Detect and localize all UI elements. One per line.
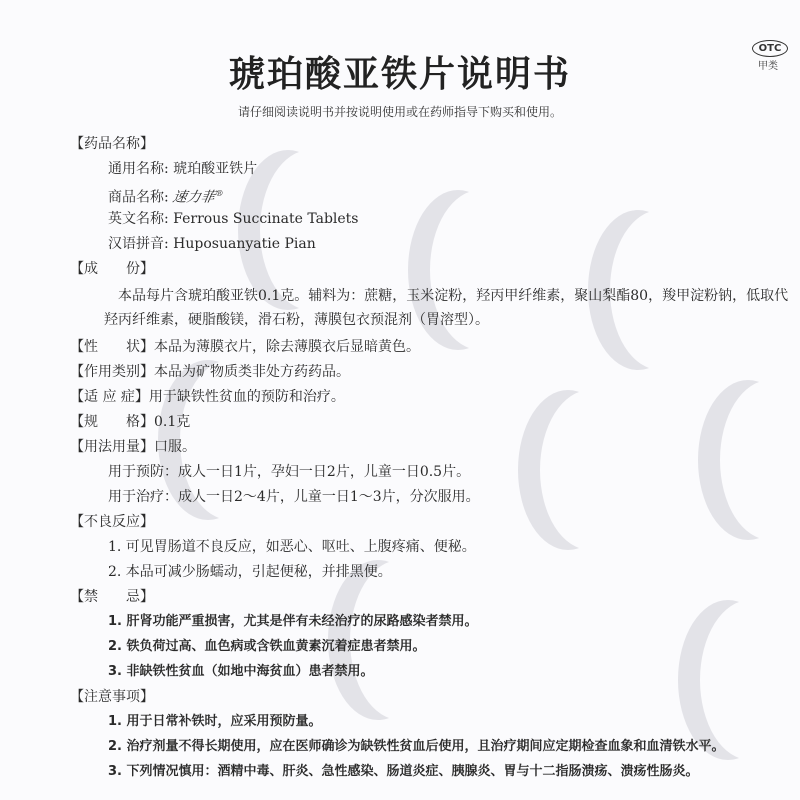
registered-mark: ® xyxy=(214,189,225,198)
instruction-content xyxy=(70,134,790,787)
precaution-item: 1. 用于日常补铁时，应采用预防量。 xyxy=(108,714,322,729)
precautions-heading-row xyxy=(70,687,790,712)
pinyin-name-row xyxy=(70,234,790,259)
category-row xyxy=(70,362,790,387)
section-heading-dosage: 【用法用量】 xyxy=(70,439,154,455)
section-heading-specification: 【规 格】 xyxy=(70,414,154,430)
otc-badge: OTC xyxy=(752,40,788,57)
trade-name-label: 商品名称: xyxy=(108,189,169,206)
page-subtitle: 请仔细阅读说明书并按说明使用或在药师指导下购买和使用。 xyxy=(237,105,562,119)
dosage-row xyxy=(70,437,790,462)
indications-row xyxy=(70,387,790,412)
adverse-item: 2. 本品可减少肠蠕动，引起便秘，并排黑便。 xyxy=(108,564,392,580)
dosage-treatment: 用于治疗：成人一日2～4片，儿童一日1～3片，分次服用。 xyxy=(108,489,480,505)
section-heading-drug-name: 【药品名称】 xyxy=(70,136,154,152)
english-name-value: Ferrous Succinate Tablets xyxy=(173,211,359,227)
contraindication-item: 2. 铁负荷过高、血色病或含铁血黄素沉着症患者禁用。 xyxy=(108,639,426,654)
section-heading-composition: 【成 份】 xyxy=(70,261,154,277)
contraindication-item: 1. 肝肾功能严重损害，尤其是伴有未经治疗的尿路感染者禁用。 xyxy=(108,614,478,629)
precaution-item: 3. 下列情况慎用：酒精中毒、肝炎、急性感染、肠道炎症、胰腺炎、胃与十二指肠溃疡、溃疡性肠炎。 xyxy=(108,764,699,779)
section-heading-properties: 【性 状】 xyxy=(70,339,154,355)
specification-row xyxy=(70,412,790,437)
category-text: 本品为矿物质类非处方药药品。 xyxy=(154,364,350,380)
properties-row xyxy=(70,337,790,362)
properties-text: 本品为薄膜衣片，除去薄膜衣后显暗黄色。 xyxy=(154,339,420,355)
english-name-label: 英文名称: xyxy=(108,211,169,227)
section-heading-indications: 【适 应 症】 xyxy=(70,389,149,405)
otc-category: 甲类 xyxy=(758,61,778,72)
composition-text: 本品每片含琥珀酸亚铁0.1克。辅料为：蔗糖，玉米淀粉，羟丙甲纤维素，聚山梨酯80，羧甲淀粉钠，低取代羟丙纤维素，硬脂酸镁，滑石粉，薄膜包衣预混剂（胃溶型）。 xyxy=(104,288,789,328)
indications-text: 用于缺铁性贫血的预防和治疗。 xyxy=(148,389,345,405)
trade-name-value: 速力菲 xyxy=(171,189,217,206)
generic-name-value: 琥珀酸亚铁片 xyxy=(173,161,258,177)
precaution-item: 2. 治疗剂量不得长期使用，应在医师确诊为缺铁性贫血后使用，且治疗期间应定期检查血象和血清铁水平。 xyxy=(108,739,725,754)
section-heading-contraindications: 【禁 忌】 xyxy=(70,589,154,605)
dosage-prevention: 用于预防：成人一日1片，孕妇一日2片，儿童一日0.5片。 xyxy=(108,464,471,480)
specification-text: 0.1克 xyxy=(154,414,191,430)
pinyin-name-label: 汉语拼音: xyxy=(108,236,169,252)
section-heading-adverse: 【不良反应】 xyxy=(70,514,154,530)
adverse-item: 1. 可见胃肠道不良反应，如恶心、呕吐、上腹疼痛、便秘。 xyxy=(108,539,476,555)
english-name-row xyxy=(70,209,790,234)
trade-name-row xyxy=(70,184,790,209)
adverse-heading-row xyxy=(70,512,790,537)
generic-name-row xyxy=(70,159,790,184)
trade-name-signature xyxy=(171,184,225,208)
pinyin-name-value: Huposuanyatie Pian xyxy=(173,236,316,252)
dosage-text: 口服。 xyxy=(154,439,196,455)
page-title: 琥珀酸亚铁片说明书 xyxy=(228,53,571,95)
contraindication-item: 3. 非缺铁性贫血（如地中海贫血）患者禁用。 xyxy=(108,664,374,679)
section-heading-precautions: 【注意事项】 xyxy=(70,689,154,705)
generic-name-label: 通用名称: xyxy=(108,161,169,177)
composition-heading-row xyxy=(70,259,790,284)
contraindications-heading-row xyxy=(70,587,790,612)
section-heading-category: 【作用类别】 xyxy=(70,364,154,380)
drug-name-heading-row xyxy=(70,134,790,159)
